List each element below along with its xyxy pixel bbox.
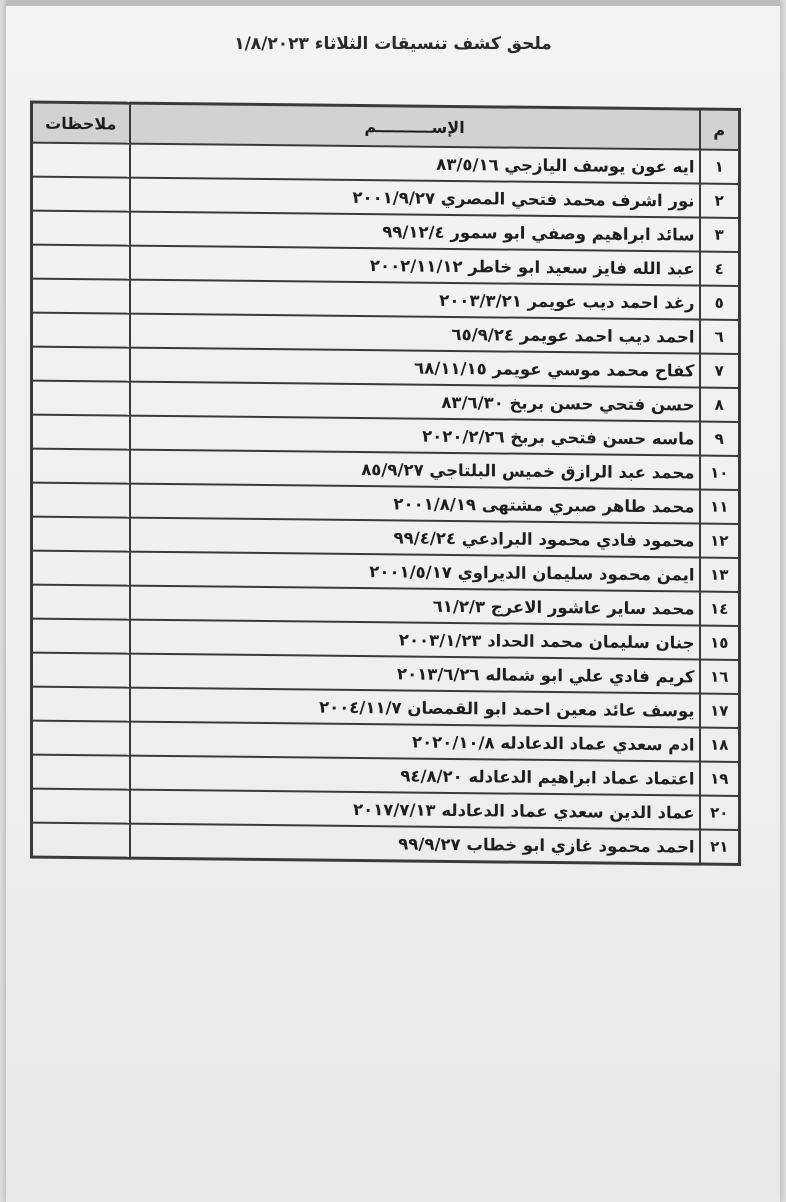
row-name: ادم سعدي عماد الدعادله ٢٠٢٠/١٠/٨: [130, 722, 700, 762]
row-number: ٩: [700, 422, 740, 456]
row-notes: [32, 653, 130, 688]
row-name: محمد عبد الرازق خميس البلتاجي ٨٥/٩/٢٧: [130, 450, 700, 490]
row-notes: [32, 517, 130, 552]
row-number: ٢: [700, 184, 740, 218]
row-notes: [32, 143, 130, 178]
row-number: ٢٠: [700, 796, 740, 830]
row-notes: [32, 313, 130, 348]
row-number: ٦: [700, 320, 740, 354]
row-number: ٨: [700, 388, 740, 422]
row-number: ٣: [700, 218, 740, 252]
row-number: ١٧: [700, 694, 740, 728]
row-name: ماسه حسن فتحي بربخ ٢٠٢٠/٢/٢٦: [130, 416, 700, 456]
row-notes: [32, 619, 130, 654]
row-number: ١٦: [700, 660, 740, 694]
row-notes: [32, 347, 130, 382]
names-table: [30, 101, 741, 866]
document-title: ملحق كشف تنسيقات الثلاثاء ١/٨/٢٠٢٣: [234, 34, 552, 54]
row-number: ٧: [700, 354, 740, 388]
row-notes: [32, 721, 130, 756]
row-notes: [32, 381, 130, 416]
table-row: [32, 823, 740, 865]
row-name: احمد ديب احمد عويمر ٦٥/٩/٢٤: [130, 314, 700, 354]
row-notes: [32, 823, 130, 859]
row-notes: [32, 755, 130, 790]
row-number: ١: [700, 150, 740, 184]
row-notes: [32, 177, 130, 212]
row-name: محمود فادي محمود البرادعي ٩٩/٤/٢٤: [130, 518, 700, 558]
row-name: عبد الله فايز سعيد ابو خاطر ٢٠٠٢/١١/١٢: [130, 246, 700, 286]
row-number: ١٠: [700, 456, 740, 490]
row-name: يوسف عائد معين احمد ابو القمصان ٢٠٠٤/١١/٧: [130, 688, 700, 728]
row-notes: [32, 789, 130, 824]
row-notes: [32, 449, 130, 484]
row-name: محمد طاهر صبري مشتهى ٢٠٠١/٨/١٩: [130, 484, 700, 524]
header-number: م: [700, 109, 740, 150]
row-number: ١١: [700, 490, 740, 524]
row-notes: [32, 211, 130, 246]
row-number: ١٥: [700, 626, 740, 660]
row-notes: [32, 585, 130, 620]
row-number: ١٤: [700, 592, 740, 626]
row-number: ٢١: [700, 830, 740, 865]
row-number: ٥: [700, 286, 740, 320]
row-name: محمد ساير عاشور الاعرج ٦١/٢/٣: [130, 586, 700, 626]
header-name: الإســــــــــم: [130, 103, 700, 149]
row-name: كريم فادي علي ابو شماله ٢٠١٣/٦/٢٦: [130, 654, 700, 694]
row-name: نور اشرف محمد فتحي المصري ٢٠٠١/٩/٢٧: [130, 178, 700, 218]
row-name: ايه عون يوسف اليازجي ٨٣/٥/١٦: [130, 144, 700, 184]
row-number: ١٨: [700, 728, 740, 762]
row-name: عماد الدين سعدي عماد الدعادله ٢٠١٧/٧/١٣: [130, 790, 700, 830]
row-name: ايمن محمود سليمان الديراوي ٢٠٠١/٥/١٧: [130, 552, 700, 592]
row-number: ١٩: [700, 762, 740, 796]
row-name: اعتماد عماد ابراهيم الدعادله ٩٤/٨/٢٠: [130, 756, 700, 796]
row-notes: [32, 245, 130, 280]
row-number: ٤: [700, 252, 740, 286]
row-notes: [32, 687, 130, 722]
row-name: كفاح محمد موسي عويمر ٦٨/١١/١٥: [130, 348, 700, 388]
row-name: احمد محمود غازي ابو خطاب ٩٩/٩/٢٧: [130, 824, 700, 864]
row-name: جنان سليمان محمد الحداد ٢٠٠٣/١/٢٣: [130, 620, 700, 660]
header-notes: ملاحظات: [32, 102, 130, 144]
row-number: ١٢: [700, 524, 740, 558]
row-name: رغد احمد ديب عويمر ٢٠٠٣/٣/٢١: [130, 280, 700, 320]
row-notes: [32, 415, 130, 450]
row-notes: [32, 551, 130, 586]
row-notes: [32, 483, 130, 518]
row-name: حسن فتحي حسن بربخ ٨٣/٦/٣٠: [130, 382, 700, 422]
paper-top-edge: [6, 0, 780, 6]
row-name: سائد ابراهيم وصفي ابو سمور ٩٩/١٢/٤: [130, 212, 700, 252]
table-body: [32, 143, 740, 865]
row-notes: [32, 279, 130, 314]
row-number: ١٣: [700, 558, 740, 592]
